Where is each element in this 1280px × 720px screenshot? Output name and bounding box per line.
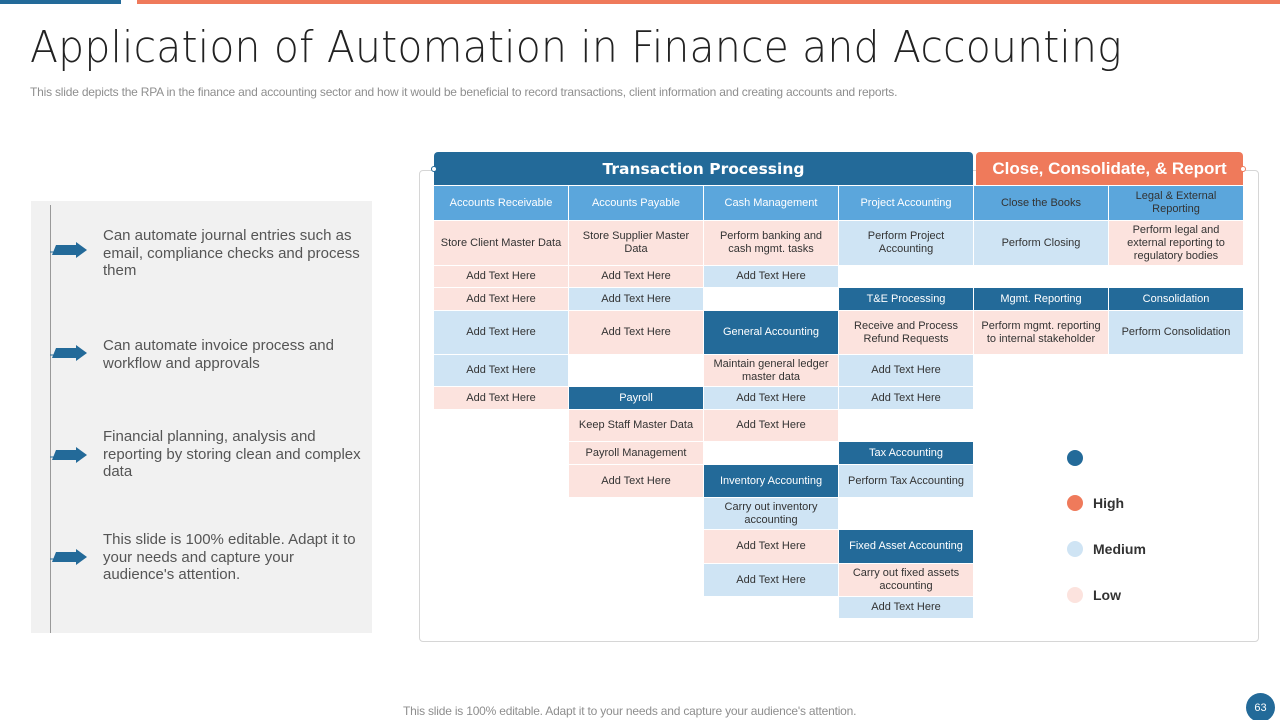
- matrix-cell-inventory-accounting: Inventory Accounting: [704, 465, 838, 497]
- legend-item-high: [1067, 495, 1124, 511]
- matrix-cell: Perform legal and external reporting to regulatory bodies: [1109, 221, 1243, 265]
- matrix-cell: Receive and Process Refund Requests: [839, 311, 973, 354]
- matrix-cell: Add Text Here: [434, 288, 568, 310]
- matrix-cell: Add Text Here: [839, 597, 973, 618]
- matrix-cell: Keep Staff Master Data: [569, 410, 703, 441]
- legend-label: High: [1093, 495, 1125, 511]
- matrix-cell: Perform Closing: [974, 221, 1108, 265]
- column-header-close-the-books: Close the Books: [974, 186, 1108, 220]
- arrow-right-icon: [50, 547, 90, 569]
- matrix-cell: Add Text Here: [704, 266, 838, 287]
- column-header-cash-management: Cash Management: [704, 186, 838, 220]
- matrix-cell: Add Text Here: [434, 355, 568, 386]
- band-transaction-processing: Transaction Processing: [434, 152, 973, 185]
- matrix-cell: Add Text Here: [704, 387, 838, 409]
- matrix-cell: Add Text Here: [704, 530, 838, 563]
- matrix-cell: Perform Project Accounting: [839, 221, 973, 265]
- legend-swatch-pink: [1067, 587, 1083, 603]
- matrix-cell-consolidation: Consolidation: [1109, 288, 1243, 310]
- matrix-cell: Add Text Here: [569, 266, 703, 287]
- benefit-text: Can automate journal entries such as email, compliance checks and process them: [103, 227, 360, 279]
- legend-label: Medium: [1093, 541, 1146, 557]
- footer-note: This slide is 100% editable. Adapt it to your needs and capture your audience's attention.: [403, 704, 857, 718]
- matrix-cell: Store Supplier Master Data: [569, 221, 703, 265]
- matrix-cell: Store Client Master Data: [434, 221, 568, 265]
- matrix-cell: Maintain general ledger master data: [704, 355, 838, 386]
- matrix-cell: Add Text Here: [569, 311, 703, 354]
- matrix-cell: Carry out inventory accounting: [704, 498, 838, 529]
- matrix-cell: Add Text Here: [704, 564, 838, 596]
- connector-dot: [431, 166, 437, 172]
- matrix-cell: Perform mgmt. reporting to internal stakeholder: [974, 311, 1108, 354]
- band-close-consolidate-report: Close, Consolidate, & Report: [976, 152, 1243, 185]
- matrix-cell: Add Text Here: [704, 410, 838, 441]
- page-subtitle: This slide depicts the RPA in the finance and accounting sector and how it would be beneficial to record transactions, client information and creating accounts and reports.: [30, 85, 898, 99]
- matrix-cell: Add Text Here: [434, 311, 568, 354]
- legend-swatch-orange: [1067, 495, 1083, 511]
- legend-swatch-light-blue: [1067, 541, 1083, 557]
- benefit-text: Can automate invoice process and workflow and approvals: [103, 337, 334, 372]
- matrix-cell: Add Text Here: [434, 266, 568, 287]
- column-header-accounts-payable: Accounts Payable: [569, 186, 703, 220]
- matrix-cell-te-processing: T&E Processing: [839, 288, 973, 310]
- matrix-cell: Add Text Here: [839, 355, 973, 386]
- benefit-text: This slide is 100% editable. Adapt it to your needs and capture your audience's attention.: [103, 531, 356, 583]
- connector-dot: [1240, 166, 1246, 172]
- legend-item-low: [1067, 587, 1121, 603]
- arrow-right-icon: [50, 445, 90, 467]
- arrow-right-icon: [50, 343, 90, 365]
- column-header-accounts-receivable: Accounts Receivable: [434, 186, 568, 220]
- matrix-cell-mgmt-reporting: Mgmt. Reporting: [974, 288, 1108, 310]
- matrix-cell-payroll: Payroll: [569, 387, 703, 409]
- matrix-cell-general-accounting: General Accounting: [704, 311, 838, 354]
- matrix-cell-tax-accounting: Tax Accounting: [839, 442, 973, 464]
- matrix-cell: Add Text Here: [569, 465, 703, 497]
- arrow-right-icon: [50, 240, 90, 262]
- matrix-cell: Add Text Here: [839, 387, 973, 409]
- matrix-cell: Add Text Here: [434, 387, 568, 409]
- matrix-cell: Carry out fixed assets accounting: [839, 564, 973, 596]
- legend-label: Low: [1093, 587, 1121, 603]
- matrix-cell: Payroll Management: [569, 442, 703, 464]
- column-header-project-accounting: Project Accounting: [839, 186, 973, 220]
- legend-item-medium: [1067, 541, 1146, 557]
- matrix-cell: Add Text Here: [569, 288, 703, 310]
- top-accent-bar-blue: [0, 0, 121, 4]
- legend-swatch-dark-blue: [1067, 450, 1083, 466]
- matrix-cell: Perform Tax Accounting: [839, 465, 973, 497]
- matrix-cell: Perform banking and cash mgmt. tasks: [704, 221, 838, 265]
- page-number-badge: 63: [1246, 693, 1275, 720]
- column-header-legal-external-reporting: Legal & External Reporting: [1109, 186, 1243, 220]
- top-accent-bar-orange: [137, 0, 1280, 4]
- matrix-cell-fixed-asset-accounting: Fixed Asset Accounting: [839, 530, 973, 563]
- benefit-text: Financial planning, analysis and reporting by storing clean and complex data: [103, 428, 361, 480]
- page-title: Application of Automation in Finance and Accounting: [30, 22, 1122, 73]
- matrix-cell: Perform Consolidation: [1109, 311, 1243, 354]
- legend-item: [1067, 450, 1093, 466]
